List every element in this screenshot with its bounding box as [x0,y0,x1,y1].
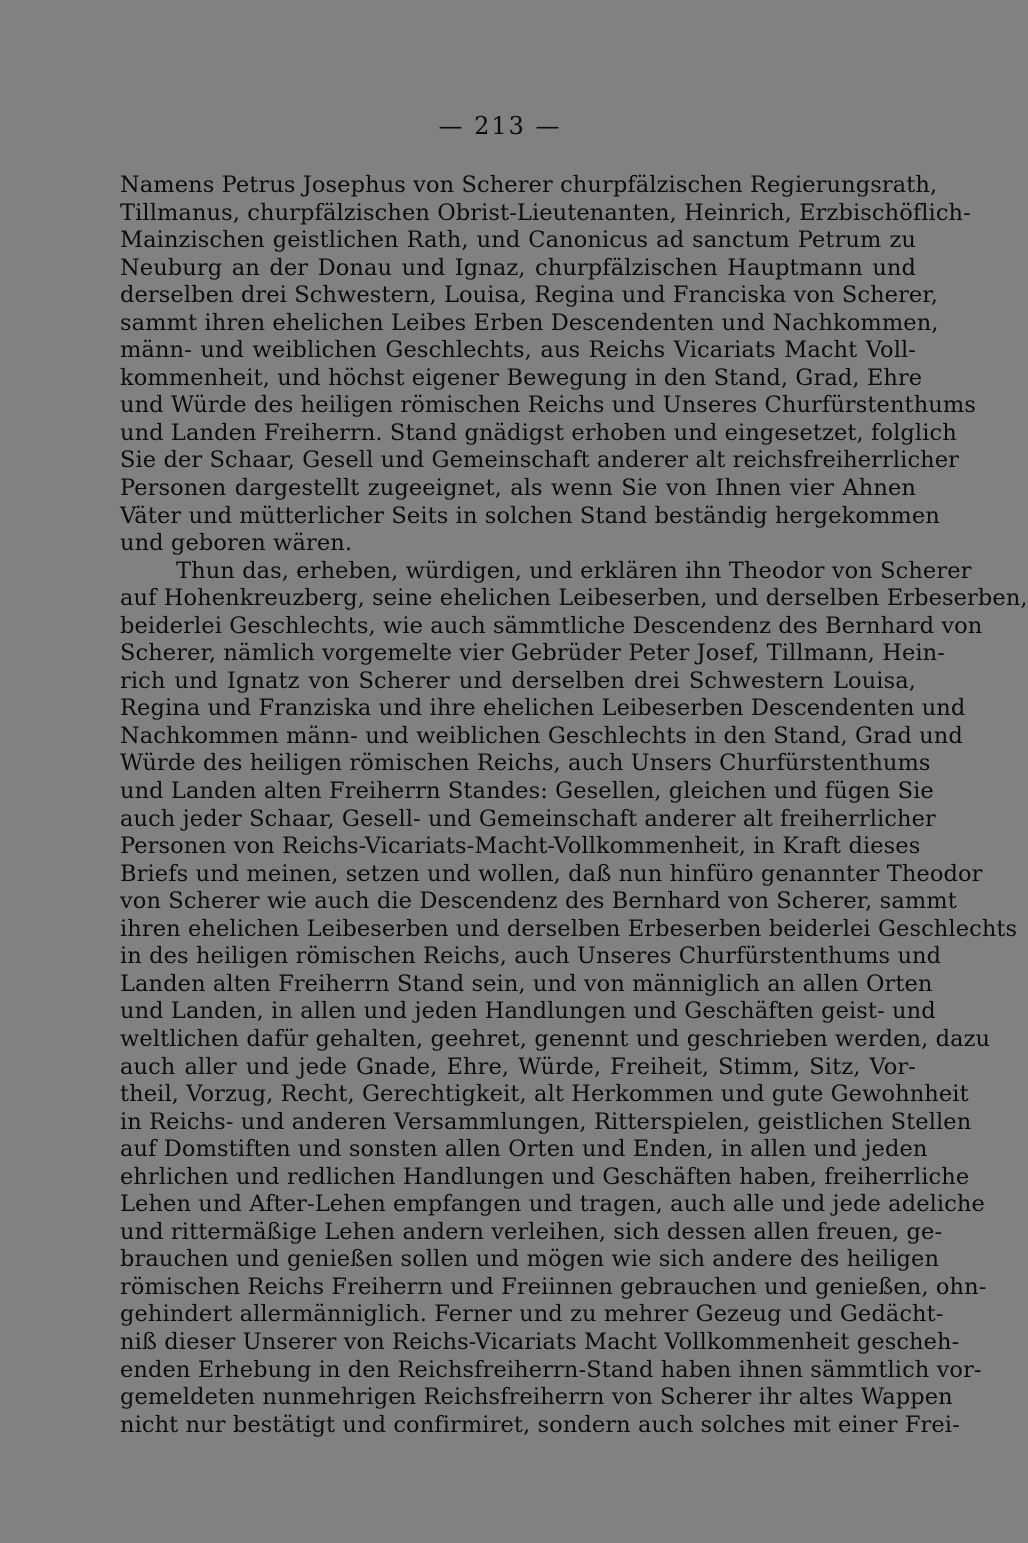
text-line: und Landen, in allen und jeden Handlungen und Geschäften geist- und [120,998,936,1025]
text-line: Neuburg an der Donau und Ignaz, churpfälzischen Hauptmann und [120,254,916,281]
text-line: und Landen alten Freiherrn Standes: Gesellen, gleichen und fügen Sie [120,778,934,805]
text-line: Nachkommen männ- und weiblichen Geschlechts in den Stand, Grad und [120,722,963,749]
text-line: Scherer, nämlich vorgemelte vier Gebrüder Peter Josef, Tillmann, Hein- [120,640,945,667]
text-line: enden Erhebung in den Reichsfreiherrn-Stand haben ihnen sämmtlich vor- [120,1356,982,1383]
text-line: Namens Petrus Josephus von Scherer churpfälzischen Regierungsrath, [120,172,938,198]
text-line: derselben drei Schwestern, Louisa, Regina und Franciska von Scherer, [120,282,938,309]
text-line: Briefs und meinen, setzen und wollen, daß nun hinfüro genannter Theodor [120,860,983,887]
text-line: Lehen und After-Lehen empfangen und tragen, auch alle und jede adeliche [120,1191,985,1218]
text-line: niß dieser Unserer von Reichs-Vicariats Macht Vollkommenheit gescheh- [120,1328,960,1355]
text-line: beiderlei Geschlechts, wie auch sämmtliche Descendenz des Bernhard von [120,612,983,639]
page-number: — 213 — [438,112,562,140]
text-line: von Scherer wie auch die Descendenz des Bernhard von Scherer, sammt [120,888,957,915]
text-line: auf Hohenkreuzberg, seine ehelichen Leibeserben, und derselben Erbeserben, [120,585,1028,612]
text-line: Landen alten Freiherrn Stand sein, und von männiglich an allen Orten [120,970,933,997]
text-line: weltlichen dafür gehalten, geehret, genennt und geschrieben werden, dazu [120,1025,991,1052]
text-line: Tillmanus, churpfälzischen Obrist-Lieutenanten, Heinrich, Erzbischöflich- [120,199,971,226]
text-line: auf Domstiften und sonsten allen Orten und Enden, in allen und jeden [120,1136,928,1163]
text-line: auch jeder Schaar, Gesell- und Gemeinschaft anderer alt freiherrlicher [120,805,936,832]
text-line: rich und Ignatz von Scherer und derselben drei Schwestern Louisa, [120,667,916,694]
text-line: in des heiligen römischen Reichs, auch Unseres Churfürstenthums und [120,943,942,970]
text-line: und rittermäßige Lehen andern verleihen, sich dessen allen freuen, ge- [120,1218,943,1245]
text-line: männ- und weiblichen Geschlechts, aus Reichs Vicariats Macht Voll- [120,337,916,364]
paragraph-end-line: und geboren wären. [120,530,353,557]
text-line: römischen Reichs Freiherrn und Freiinnen gebrauchen und genießen, ohn- [120,1273,987,1300]
text-line: Personen dargestellt zugeeignet, als wenn Sie von Ihnen vier Ahnen [120,475,916,502]
text-line: gemeldeten nunmehrigen Reichsfreiherrn von Scherer ihr altes Wappen [120,1384,953,1411]
paragraph-start-line: Thun das, erheben, würdigen, und erklären ihn Theodor von Scherer [176,557,972,584]
text-line: und Würde des heiligen römischen Reichs und Unseres Churfürstenthums [120,392,976,419]
text-line: ehrlichen und redlichen Handlungen und Geschäften haben, freiherrliche [120,1163,970,1190]
text-line: Personen von Reichs-Vicariats-Macht-Vollkommenheit, in Kraft dieses [120,833,921,860]
text-line: theil, Vorzug, Recht, Gerechtigkeit, alt Herkommen und gute Gewohnheit [120,1081,969,1108]
text-line: auch aller und jede Gnade, Ehre, Würde, Freiheit, Stimm, Sitz, Vor- [120,1053,916,1080]
text-line: nicht nur bestätigt und confirmiret, sondern auch solches mit einer Frei- [120,1411,960,1438]
text-line: und Landen Freiherrn. Stand gnädigst erhoben und eingesetzet, folglich [120,419,957,446]
text-line: gehindert allermänniglich. Ferner und zu mehrer Gezeug und Gedächt- [120,1301,944,1328]
text-line: sammt ihren ehelichen Leibes Erben Descendenten und Nachkommen, [120,309,939,336]
text-line: Mainzischen geistlichen Rath, und Canonicus ad sanctum Petrum zu [120,227,916,254]
text-line: in Reichs- und anderen Versammlungen, Ritterspielen, geistlichen Stellen [120,1108,972,1135]
text-line: Würde des heiligen römischen Reichs, auch Unsers Churfürstenthums [120,750,931,777]
text-line: brauchen und genießen sollen und mögen wie sich andere des heiligen [120,1246,940,1273]
text-line: Sie der Schaar, Gesell und Gemeinschaft anderer alt reichsfreiherrlicher [120,447,960,474]
text-line: Väter und mütterlicher Seits in solchen Stand beständig hergekommen [120,502,940,529]
body-text [120,172,1028,1439]
text-line: ihren ehelichen Leibeserben und derselben Erbeserben beiderlei Geschlechts [120,915,1018,942]
text-line: Regina und Franziska und ihre ehelichen Leibeserben Descendenten und [120,695,966,722]
text-line: kommenheit, und höchst eigener Bewegung in den Stand, Grad, Ehre [120,364,923,391]
